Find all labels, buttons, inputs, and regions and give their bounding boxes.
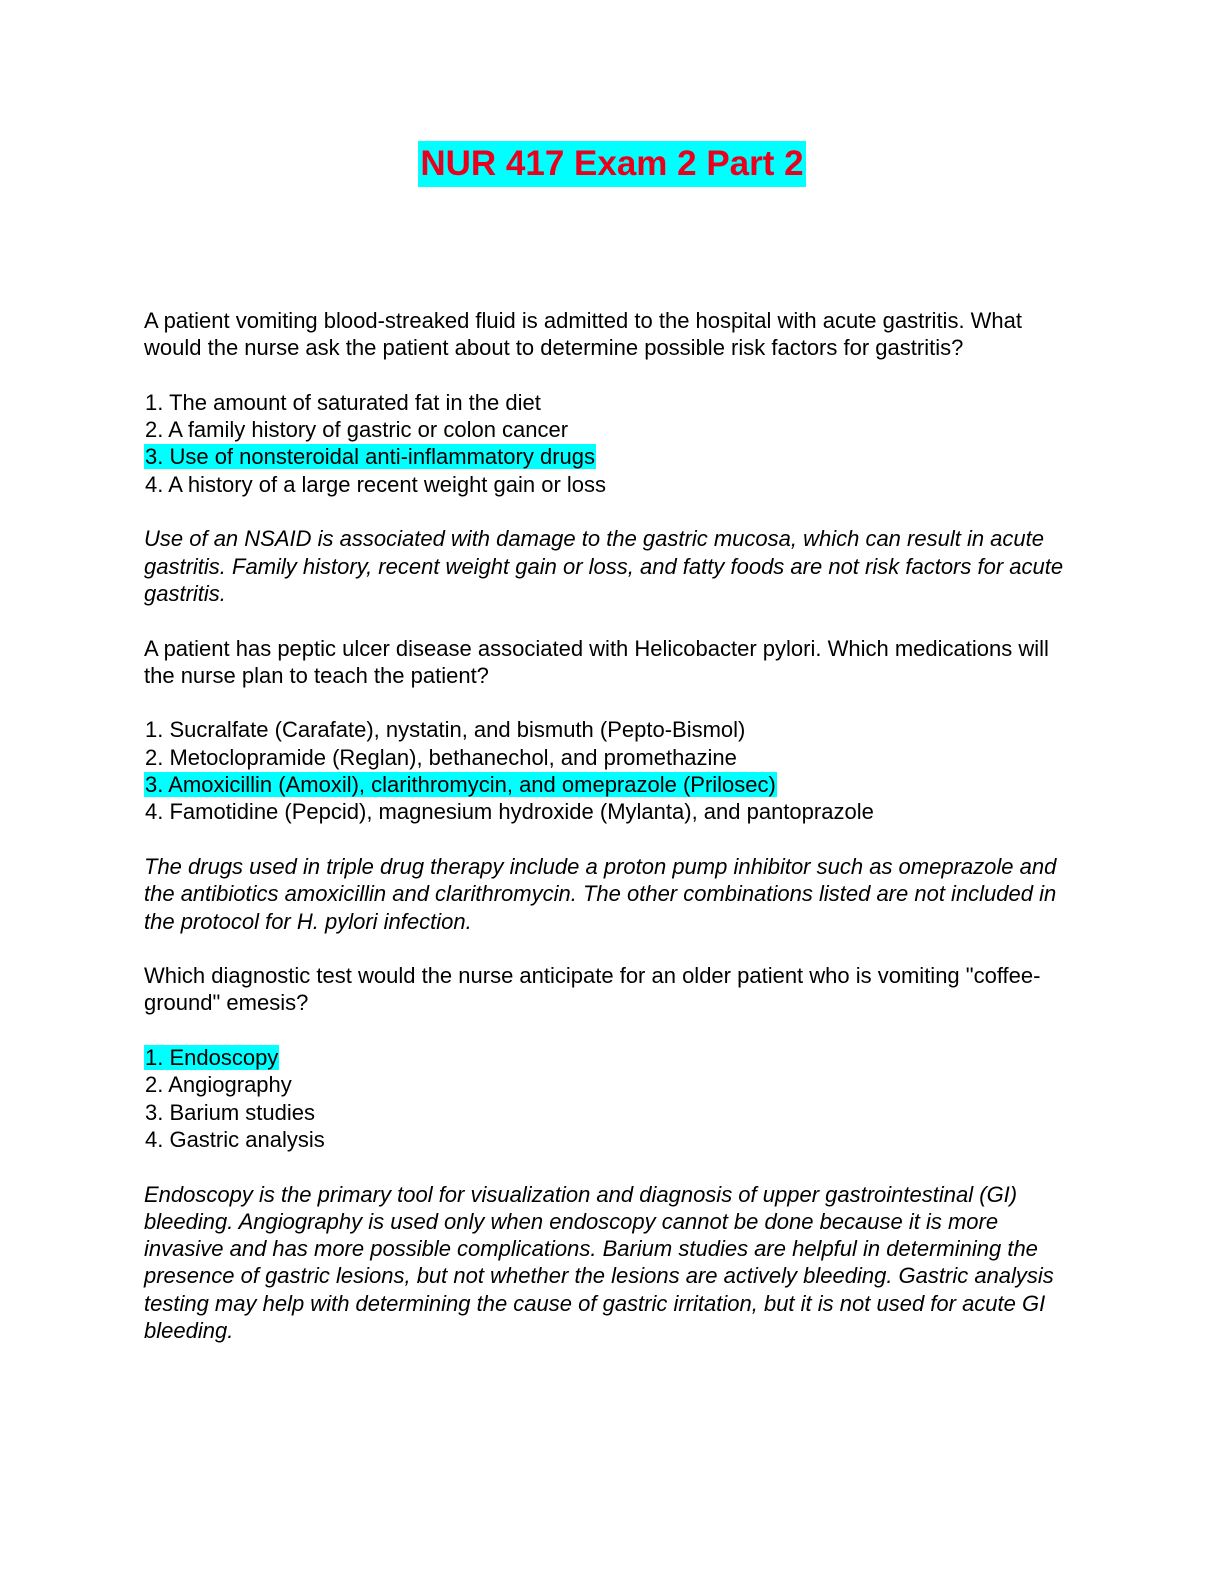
answer-option xyxy=(144,1099,1074,1126)
document-body xyxy=(144,307,1074,1344)
question-stem: A patient vomiting blood-streaked fluid is admitted to the hospital with acute gastritis. What would the nurse ask the patient about to determine possible risk factors for gastritis? xyxy=(144,308,1023,361)
option-text: 4. Famotidine (Pepcid), magnesium hydroxide (Mylanta), and pantoprazole xyxy=(145,799,874,825)
option-text: 2. Metoclopramide (Reglan), bethanechol, and promethazine xyxy=(145,744,737,770)
option-text: 4. A history of a large recent weight gain or loss xyxy=(145,471,607,497)
question-block-1 xyxy=(144,307,1074,607)
option-text: 2. Angiography xyxy=(145,1072,292,1098)
answer-option xyxy=(144,798,1074,825)
question-block-2 xyxy=(144,635,1074,935)
page-title: NUR 417 Exam 2 Part 2 xyxy=(418,141,805,187)
option-text: 1. Sucralfate (Carafate), nystatin, and bismuth (Pepto-Bismol) xyxy=(145,717,746,743)
answer-options xyxy=(144,1044,1074,1153)
option-text: 3. Use of nonsteroidal anti-inflammatory drugs xyxy=(145,444,595,470)
answer-options xyxy=(144,389,1074,498)
option-text: 1. Endoscopy xyxy=(145,1045,279,1071)
answer-rationale: Use of an NSAID is associated with damage to the gastric mucosa, which can result in acute gastritis. Family history, recent weight gain or loss, and fatty foods are not risk factors for acute gastritis. xyxy=(144,526,1064,606)
option-text: 3. Amoxicillin (Amoxil), clarithromycin, and omeprazole (Prilosec) xyxy=(145,772,776,798)
option-text: 3. Barium studies xyxy=(145,1099,315,1125)
answer-option xyxy=(144,1126,1074,1153)
answer-rationale: The drugs used in triple drug therapy include a proton pump inhibitor such as omeprazole and the antibiotics amoxicillin and clarithromycin. The other combinations listed are not included in the protocol for H. pylori infection. xyxy=(144,853,1057,934)
answer-option xyxy=(144,389,1074,416)
question-stem: Which diagnostic test would the nurse anticipate for an older patient who is vomiting "coffee-ground" emesis? xyxy=(144,963,1041,1016)
answer-option xyxy=(144,744,1074,771)
option-text: 1. The amount of saturated fat in the diet xyxy=(145,389,541,415)
answer-option-correct xyxy=(144,443,1074,470)
answer-option xyxy=(144,471,1074,498)
answer-options xyxy=(144,716,1074,825)
option-text: 2. A family history of gastric or colon cancer xyxy=(145,417,569,443)
answer-rationale: Endoscopy is the primary tool for visualization and diagnosis of upper gastrointestinal (GI) bleeding. Angiography is used only when endoscopy cannot be done because it is more invasive and has more possible complications. Barium studies are helpful in determining the presence of gastric lesions, but not whether the lesions are actively bleeding. Gastric analysis testing may help with determining the cause of gastric irritation, but it is not used for acute GI bleeding. xyxy=(144,1181,1054,1343)
question-stem: A patient has peptic ulcer disease associated with Helicobacter pylori. Which medications will the nurse plan to teach the patient? xyxy=(144,635,1049,688)
answer-option-correct xyxy=(144,1044,1074,1071)
answer-option xyxy=(144,1071,1074,1098)
title-container xyxy=(0,141,1224,187)
answer-option-correct xyxy=(144,771,1074,798)
question-block-3 xyxy=(144,962,1074,1344)
answer-option xyxy=(144,416,1074,443)
answer-option xyxy=(144,716,1074,743)
option-text: 4. Gastric analysis xyxy=(145,1126,325,1152)
